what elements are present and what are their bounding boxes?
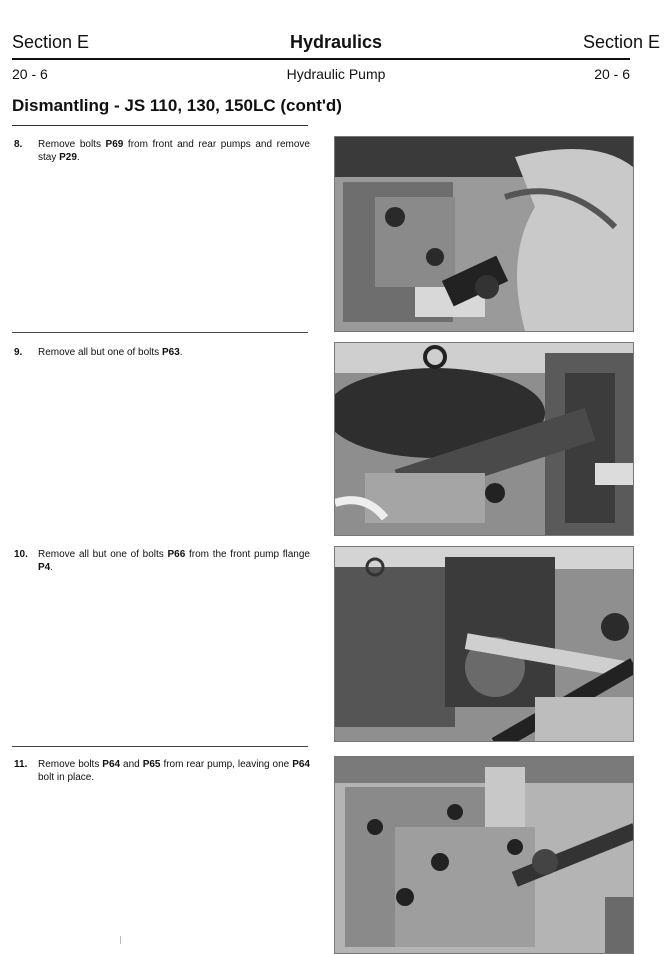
step-text: Remove all but one of bolts P66 from the front pump flange P4.: [38, 549, 310, 573]
section-heading: Dismantling - JS 110, 130, 150LC (cont'd): [12, 96, 342, 115]
step-text: Remove all but one of bolts P63.: [38, 347, 183, 358]
heading-rule: [12, 125, 308, 126]
step-10: [14, 548, 310, 574]
page-number-right: 20 - 6: [594, 66, 630, 82]
step-9: [14, 346, 310, 359]
pencil-mark: [120, 936, 121, 944]
step-text: Remove bolts P69 from front and rear pumps and remove stay P29.: [38, 139, 310, 163]
photo-step-11: [334, 756, 634, 954]
step-number: 11.: [14, 759, 28, 770]
step-text: Remove bolts P64 and P65 from rear pump, leaving one P64 bolt in place.: [38, 759, 310, 783]
section-label-left: Section E: [12, 32, 90, 52]
header-rule: [12, 58, 630, 60]
page-number-left: 20 - 6: [12, 66, 48, 82]
step-8: [14, 138, 310, 164]
section-label-right: Section E: [582, 32, 660, 52]
page-subtitle: Hydraulic Pump: [286, 66, 386, 82]
chapter-title: Hydraulics: [289, 32, 383, 52]
photo-step-10: [334, 546, 634, 742]
step-divider: [12, 746, 308, 747]
step-divider: [12, 332, 308, 333]
photo-step-8: [334, 136, 634, 332]
step-11: [14, 758, 310, 784]
step-number: 9.: [14, 347, 23, 358]
step-number: 8.: [14, 139, 23, 150]
photo-step-9: [334, 342, 634, 536]
step-number: 10.: [14, 549, 28, 560]
